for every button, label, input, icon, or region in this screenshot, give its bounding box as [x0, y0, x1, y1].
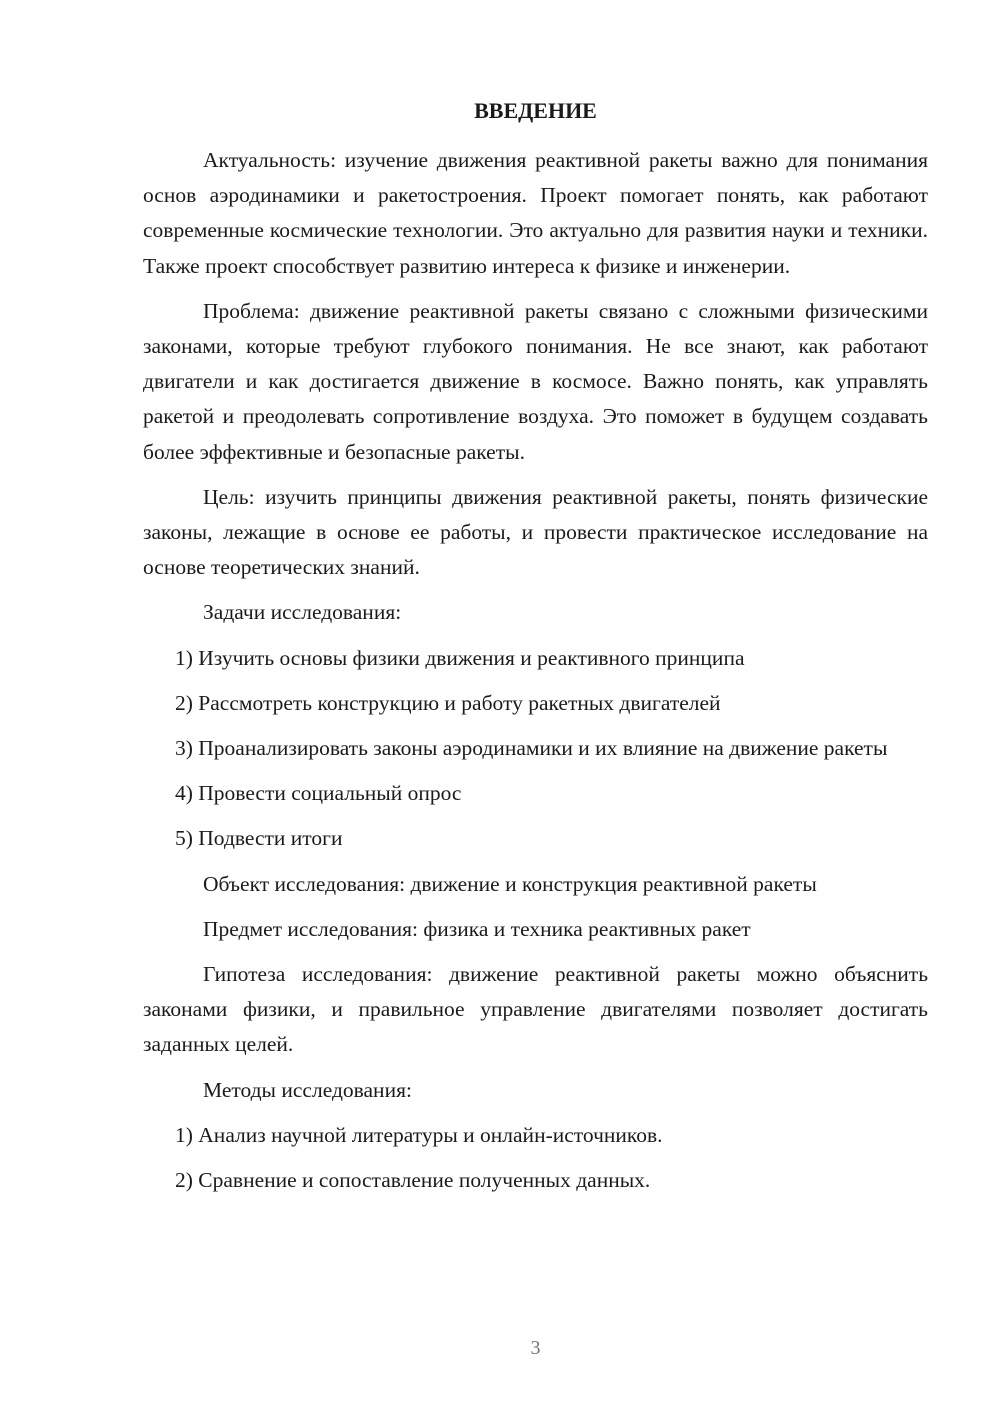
task-item-3: 3) Проанализировать законы аэродинамики и их влияние на движение ракеты	[175, 736, 888, 761]
paragraph-relevance: Актуальность: изучение движения реактивной ракеты важно для понимания основ аэродинамики и ракетостроения. Проект помогает понять, как работают современные космические технологии. Это актуально для развития науки и техники. Также проект способствует развитию интереса к физике и инженерии.	[143, 148, 928, 278]
task-item-5: 5) Подвести итоги	[175, 826, 343, 851]
page-title: ВВЕДЕНИЕ	[474, 98, 597, 123]
paragraph-goal: Цель: изучить принципы движения реактивной ракеты, понять физические законы, лежащие в основе ее работы, и провести практическое исследование на основе теоретических знаний.	[143, 484, 928, 580]
task-item-4: 4) Провести социальный опрос	[175, 781, 462, 806]
paragraph-hypothesis: Гипотеза исследования: движение реактивной ракеты можно объяснить законами физики, и правильное управление двигателями позволяет достигать заданных целей.	[143, 962, 928, 1057]
page-number: 3	[530, 1337, 541, 1359]
task-item-2: 2) Рассмотреть конструкцию и работу ракетных двигателей	[175, 690, 721, 715]
document-page	[143, 0, 928, 1414]
task-item-1: 1) Изучить основы физики движения и реактивного принципа	[175, 645, 745, 670]
method-item-2: 2) Сравнение и сопоставление полученных данных.	[175, 1168, 651, 1193]
paragraph-methods-heading: Методы исследования:	[203, 1077, 412, 1102]
paragraph-object: Объект исследования: движение и конструкция реактивной ракеты	[203, 871, 817, 896]
paragraph-tasks-heading: Задачи исследования:	[203, 600, 402, 625]
paragraph-problem: Проблема: движение реактивной ракеты связано с сложными физическими законами, которые требуют глубокого понимания. Не все знают, как работают двигатели и как достигается движение в космосе. Важно понять, как управлять ракетой и преодолевать сопротивление воздуха. Это поможет в будущем создавать более эффективные и безопасные ракеты.	[143, 298, 928, 464]
method-item-1: 1) Анализ научной литературы и онлайн-источников.	[175, 1122, 663, 1147]
document-body	[143, 143, 928, 1208]
paragraph-subject: Предмет исследования: физика и техника реактивных ракет	[203, 916, 751, 941]
